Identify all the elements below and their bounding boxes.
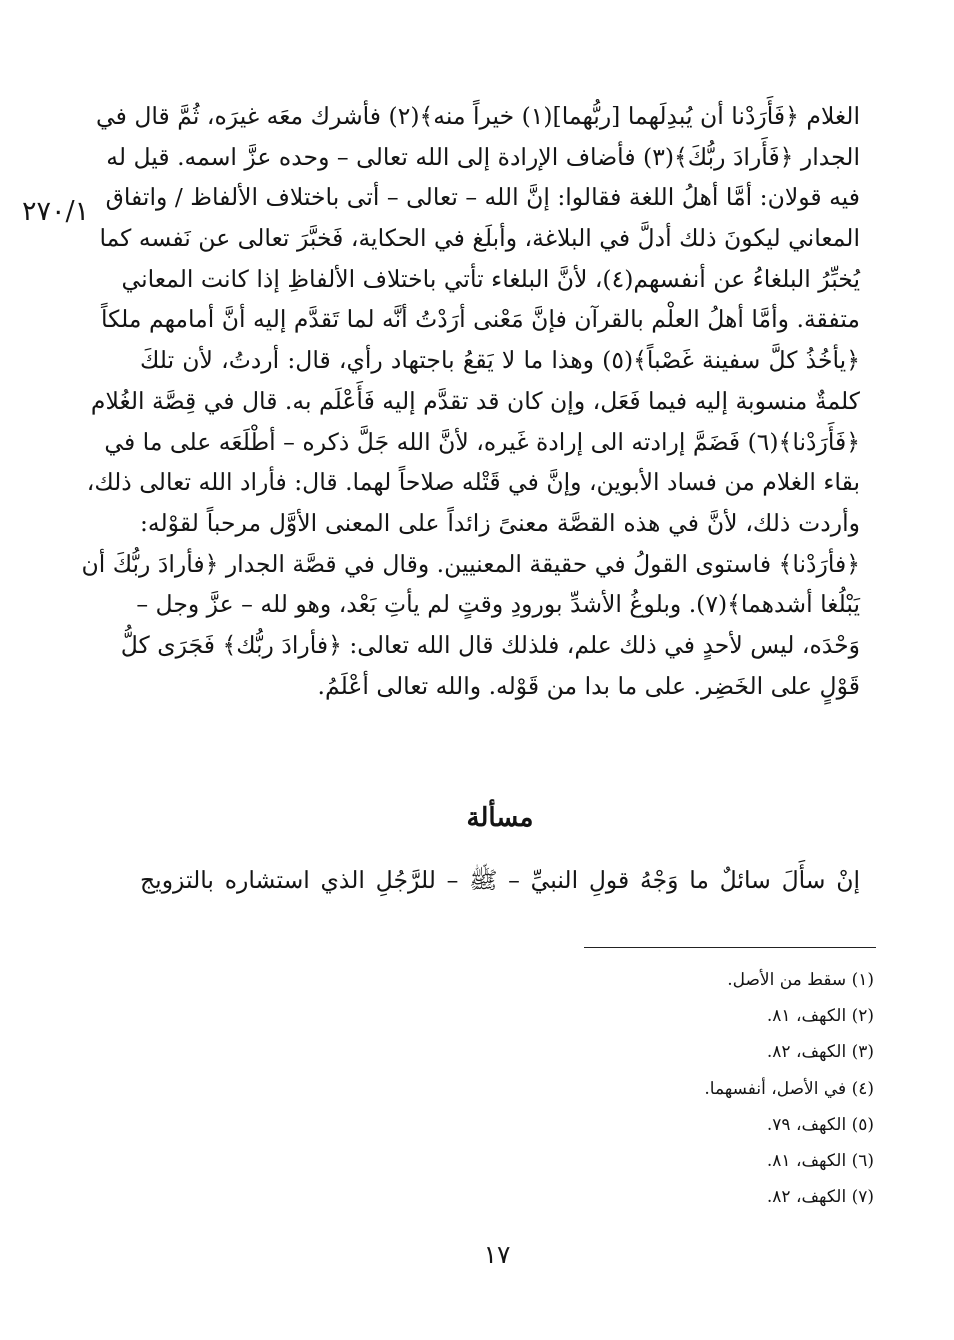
body-text bbox=[81, 96, 860, 706]
footnote: (٧) الكهف، ٨٢. bbox=[766, 1187, 874, 1208]
body-line: الجدار ﴿فَأَرادَ ربُّكَ﴾(٣) فأضاف الإرادة إلى الله تعالى – وحده عزَّ اسمه. قيل له bbox=[106, 142, 860, 171]
footnote: (٤) في الأصل، أنفسهما. bbox=[704, 1078, 874, 1099]
body-line: فيه قولان: أمَّا أهلُ اللغة فقالوا: إنَّ الله – تعالى – أتى باختلاف الألفاظ / واتفاق bbox=[105, 183, 860, 212]
body-line: وأردت ذلك، لأنَّ في هذه القصَّة معنىً زائداً على المعنى الأوَّل مرحباً لقوْله: bbox=[140, 508, 860, 537]
footnote-divider bbox=[584, 947, 876, 948]
body-line: كلمةٌ منسوبة إليه فيما فَعَل، وإن كان قد تقدَّم إليه فَأَعْلَم به. قال في قِصَّة الغُلام bbox=[90, 386, 860, 415]
body-line: متفقة. وأمَّا أهلُ العلْم بالقرآن فإنَّ مَعْنى أرَدْتُ أنَّه لما تَقدَّم إليه أنَّ أمامهم ملكاً bbox=[100, 305, 860, 334]
footnote: (١) سقط من الأصل. bbox=[727, 970, 874, 990]
body-line: المعاني ليكونَ ذلك أدلَّ في البلاغة، وأبلَغ في الحكاية، فَخبَّرَ تعالى عن نَفسه كما bbox=[99, 224, 860, 253]
footnote: (٣) الكهف، ٨٢. bbox=[766, 1042, 874, 1063]
body-line: يَبْلُغا أشدهما﴾(٧). وبلوغُ الأشدِّ بورودِ وقتٍ لم يأتِ بَعْد، وهو لله – عزَّ وجل – bbox=[136, 590, 860, 619]
body-line: يُخبِّرُ البلغاءُ عن أنفسهم(٤)، لأنَّ البلغاء تأتي باختلاف الألفاظِ إذا كانت المعاني bbox=[121, 264, 860, 293]
footnote: (٢) الكهف، ٨١. bbox=[766, 1006, 874, 1027]
body-line: وَحْدَه، ليس لأحدٍ في ذلك علم، فلذلك قال الله تعالى: ﴿فأرادَ ربُّك﴾ فَجَرَى كلُّ bbox=[120, 630, 860, 659]
body-line: الغلام ﴿فَأَرَدْنا أن يُبدِلَهما [ربُّهما](١) خيراً منه﴾(٢) فأشرك معَه غيرَه، ثُمَّ قال في bbox=[96, 102, 860, 130]
body-line: ﴿فأرَدْنا﴾ فاستوى القولُ في حقيقة المعنيين. وقال في قصَّة الجدار ﴿فأرادَ ربُّكَ أن bbox=[81, 549, 860, 578]
page-number: ١٧ bbox=[483, 1240, 511, 1269]
footnotes bbox=[474, 962, 874, 1215]
footnote: (٦) الكهف، ٨١. bbox=[766, 1150, 874, 1171]
body-line: قَوْلٍ على الخَضِر. على ما بدا من قَوْله. والله تعالى أعْلَمُ. bbox=[317, 671, 860, 700]
footnote: (٥) الكهف، ٧٩. bbox=[766, 1114, 874, 1135]
margin-reference: ٢٧٠/١ bbox=[22, 196, 90, 227]
question-line: إنْ سأَلَ سائلٌ ما وَجْهُ قولِ النبيِّ – ﷺ – للرَّجُلِ الذي استشاره بالتزويج bbox=[140, 866, 860, 894]
section-heading: مسألة bbox=[466, 803, 534, 833]
body-line: ﴿فَأَرَدْنا﴾(٦) فَضَمَّ إرادته الى إرادة غَيره، لأنَّ الله جَلَّ ذكره – أطْلَعَه على ما في bbox=[104, 427, 860, 456]
body-line: بقاء الغلام من فساد الأبوين، وإنَّ في قَتْله صلاحاً لهما. قال: فأراد الله تعالى ذلك، bbox=[86, 468, 860, 497]
body-line: ﴿يأخُذُ كلَّ سفينة غَصْباً﴾(٥) وهذا ما لا يَقعُ باجتهاد رأي، قال: أردتُ، لأن تلكَ bbox=[140, 346, 860, 375]
